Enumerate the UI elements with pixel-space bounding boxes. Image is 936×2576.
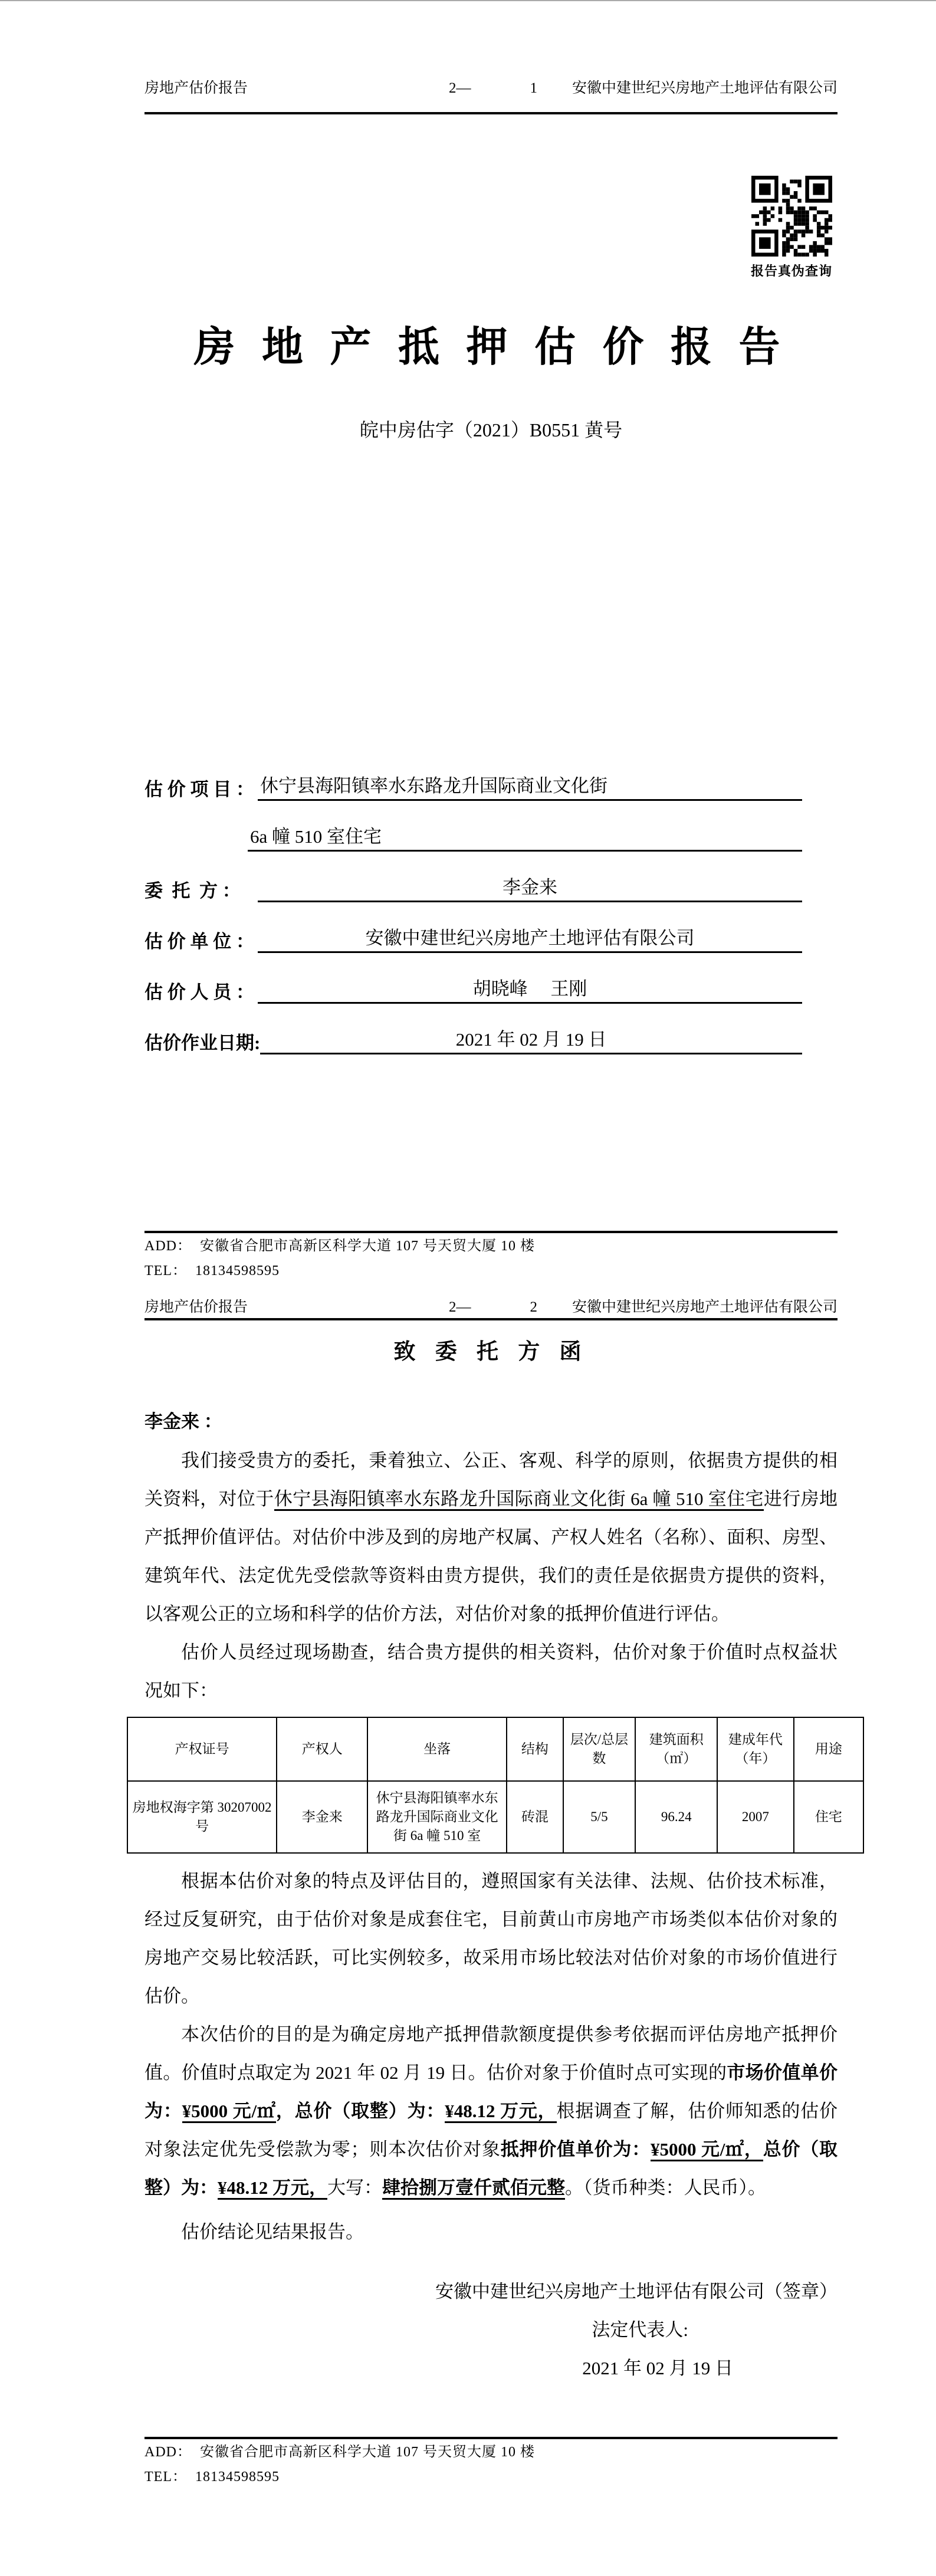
page2-footer (144, 2437, 838, 2489)
cell-floor: 5/5 (563, 1781, 636, 1853)
header-page-number: 2 (530, 1299, 537, 1315)
col-area: 建筑面积（㎡） (635, 1717, 717, 1781)
col-usage: 用途 (794, 1717, 863, 1781)
para4-seg-6: 根据调查了解，估价师知悉的估价对象法定优先受偿款为零；则本次估价对象 (144, 2101, 838, 2160)
para1-property-underlined: 休宁县海阳镇率水东路龙升国际商业文化街 6a 幢 510 室住宅 (274, 1489, 764, 1511)
col-certificate-no: 产权证号 (127, 1717, 277, 1781)
field-label-project: 估 价 项 目 ： (144, 779, 254, 800)
page-2-letter (0, 1294, 936, 2576)
signature-company: 安徽中建世纪兴房地产土地评估有限公司（签章） (435, 2281, 838, 2302)
page1-footer (144, 1231, 838, 1283)
signature-block (144, 2272, 838, 2387)
field-value-project-2: 6a 幢 510 室住宅 (248, 823, 802, 852)
para4-seg-9: 总价（取整）为： (144, 2139, 838, 2198)
para4-seg-3: ， (275, 2101, 295, 2121)
para1-pre: 我们接受贵方的委托，秉着独立、公正、客观、科学的原则，依据贵方提供的相关资料，对位于 (144, 1450, 838, 1509)
cell-certificate-no: 房地权海字第 30207002 号 (127, 1781, 277, 1853)
field-value-work-date: 2021 年 02 月 19 日 (260, 1026, 802, 1054)
signature-date: 2021 年 02 月 19 日 (582, 2358, 733, 2378)
header-page-area (248, 1299, 572, 1316)
paragraph-conclusion: 估价结论见结果报告。 (181, 2222, 364, 2242)
col-year-built: 建成年代（年） (717, 1717, 794, 1781)
signature-legal-representative: 法定代表人: (592, 2319, 688, 2340)
field-value-staff: 胡晓峰 王刚 (258, 975, 802, 1004)
cell-year-built: 2007 (717, 1781, 794, 1853)
qr-block (750, 176, 833, 280)
footer-address: ADD： 安徽省合肥市高新区科学大道 107 号天贸大厦 10 楼 (144, 2444, 535, 2460)
col-structure: 结构 (507, 1717, 563, 1781)
field-project-line2 (144, 823, 838, 852)
field-agency (144, 925, 838, 953)
paragraph-survey: 估价人员经过现场勘查，结合贵方提供的相关资料，估价对象于价值时点权益状况如下： (144, 1642, 838, 1701)
field-staff (144, 975, 838, 1004)
field-value-agency: 安徽中建世纪兴房地产土地评估有限公司 (258, 925, 802, 953)
footer-rule (144, 1231, 838, 1233)
para4-unit-price-market: ¥5000 元/㎡ (182, 2101, 276, 2123)
header-doc-type: 房地产估价报告 (144, 80, 248, 96)
report-doc-number: 皖中房估字（2021）B0551 黄号 (359, 419, 623, 441)
field-label-work-date: 估价作业日期: (144, 1033, 261, 1053)
paragraph-method: 根据本估价对象的特点及评估目的，遵照国家有关法律、法规、估价技术标准，经过反复研究，由于估价对象是成套住宅，目前黄山市房地产市场类似本估价对象的房地产交易比较活跃，可比实例较多，故采用市场比较法对估价对象的市场价值进行估价。 (144, 1871, 838, 2006)
property-rights-table (127, 1717, 864, 1854)
qr-code-image (751, 176, 832, 257)
cell-owner: 李金来 (277, 1781, 367, 1853)
footer-tel: TEL： 18134598595 (144, 2469, 280, 2485)
header-company-name: 安徽中建世纪兴房地产土地评估有限公司 (572, 80, 838, 96)
para4-total-price-mortgage: ¥48.12 万元， (218, 2177, 327, 2200)
para4-seg-7: 抵押价值单价为： (500, 2139, 651, 2160)
cover-fields (144, 773, 838, 1054)
field-label-agency: 估 价 单 位 ： (144, 931, 254, 952)
header-doc-type: 房地产估价报告 (144, 1299, 248, 1315)
header-rule (144, 1318, 838, 1320)
footer-tel: TEL： 18134598595 (144, 1263, 280, 1279)
para4-seg-13: 。（货币种类：人民币）。 (565, 2177, 766, 2198)
para4-seg-1: 市场价值单价为： (144, 2062, 838, 2121)
para4-unit-price-mortgage: ¥5000 元/㎡， (651, 2139, 763, 2161)
report-title: 房 地 产 抵 押 估 价 报 告 (193, 325, 789, 370)
cell-area: 96.24 (635, 1781, 717, 1853)
table-row (127, 1781, 863, 1853)
para4-amount-in-words: 肆拾捌万壹仟贰佰元整 (382, 2177, 565, 2200)
header-page-area (248, 80, 572, 97)
page1-running-header (144, 0, 838, 97)
para4-seg-4: 总价（取整）为： (294, 2101, 445, 2121)
para4-total-price-market: ¥48.12 万元， (445, 2101, 556, 2123)
field-client (144, 874, 838, 902)
col-location: 坐落 (367, 1717, 507, 1781)
para4-seg-11: 大写： (327, 2177, 382, 2198)
para4-seg-0: 本次估价的目的是为确定房地产抵押借款额度提供参考依据而评估房地产抵押价值。价值时点取定为 2021 年 02 月 19 日。估价对象于价值时点可实现的 (144, 2024, 838, 2083)
header-page-total: 2— (448, 80, 471, 96)
field-project (144, 773, 838, 801)
page2-running-header (144, 1294, 838, 1316)
paragraph-valuation (144, 2015, 838, 2207)
col-floor: 层次/总层数 (563, 1717, 636, 1781)
table-header-row (127, 1717, 863, 1781)
field-value-project: 休宁县海阳镇率水东路龙升国际商业文化街 (258, 773, 802, 801)
footer-rule (144, 2437, 838, 2439)
header-page-total: 2— (448, 1299, 471, 1315)
paragraph-commission (144, 1441, 838, 1633)
header-rule (144, 112, 838, 114)
cell-structure: 砖混 (507, 1781, 563, 1853)
field-work-date (144, 1026, 838, 1054)
field-label-client: 委 托 方 ： (144, 880, 241, 901)
col-owner: 产权人 (277, 1717, 367, 1781)
letter-title: 致 委 托 方 函 (393, 1340, 589, 1364)
qr-code (750, 176, 833, 257)
header-company-name: 安徽中建世纪兴房地产土地评估有限公司 (572, 1299, 838, 1315)
field-label-staff: 估 价 人 员 ： (144, 982, 254, 1003)
header-page-number: 1 (530, 80, 537, 96)
cell-usage: 住宅 (794, 1781, 863, 1853)
para1-post: 进行房地产抵押价值评估。对估价中涉及到的房地产权属、产权人姓名（名称）、面积、房型、建筑年代、法定优先受偿款等资料由贵方提供，我们的责任是依据贵方提供的资料，以客观公正的立场和科学的估价方法，对估价对象的抵押价值进行评估。 (144, 1489, 838, 1624)
field-value-client: 李金来 (258, 874, 802, 902)
cell-location: 休宁县海阳镇率水东路龙升国际商业文化街 6a 幢 510 室 (367, 1781, 507, 1853)
qr-caption: 报告真伪查询 (750, 264, 832, 278)
salutation: 李金来 ： (144, 1411, 222, 1432)
footer-address: ADD： 安徽省合肥市高新区科学大道 107 号天贸大厦 10 楼 (144, 1238, 535, 1254)
